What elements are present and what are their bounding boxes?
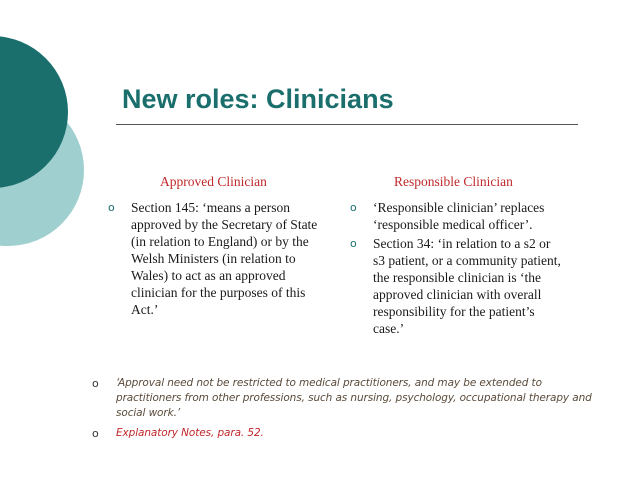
bullet-icon: o [108, 201, 115, 214]
bullet-icon: o [350, 237, 357, 250]
list-item [350, 199, 562, 233]
bullet-text: Section 145: ‘means a person approved by the Secretary of State (in relation to England) or by the Welsh Ministers (in relation to Wales) to act as an approved clinician for the purposes of this Act.’ [131, 200, 318, 317]
title-divider [116, 124, 578, 125]
decorative-circles [0, 0, 90, 260]
right-column-heading: Responsible Clinician [394, 174, 513, 189]
left-bullet-list [108, 199, 330, 326]
left-column-heading: Approved Clinician [160, 174, 267, 189]
list-item [108, 199, 330, 318]
bullet-icon: o [92, 427, 99, 440]
right-bullet-list [350, 199, 562, 345]
list-item [350, 235, 562, 337]
note-quote: ‘Approval need not be restricted to medical practitioners, and may be extended to practitioners from other professions, such as nursing, psychology, occupational therapy and social work.’ [116, 377, 592, 419]
bullet-text: ‘Responsible clinician’ replaces ‘responsible medical officer’. [373, 200, 545, 232]
bullet-icon: o [92, 377, 99, 390]
bullet-text: Section 34: ‘in relation to a s2 or s3 patient, or a community patient, the responsible clinician is ‘the approved clinician with overall responsibility for the patient’s case.’ [373, 236, 561, 336]
bullet-icon: o [350, 201, 357, 214]
list-item [92, 376, 592, 421]
slide-title: New roles: Clinicians [122, 84, 394, 114]
bottom-notes-list [92, 376, 592, 446]
note-reference: Explanatory Notes, para. 52. [116, 427, 264, 439]
list-item [92, 426, 592, 441]
